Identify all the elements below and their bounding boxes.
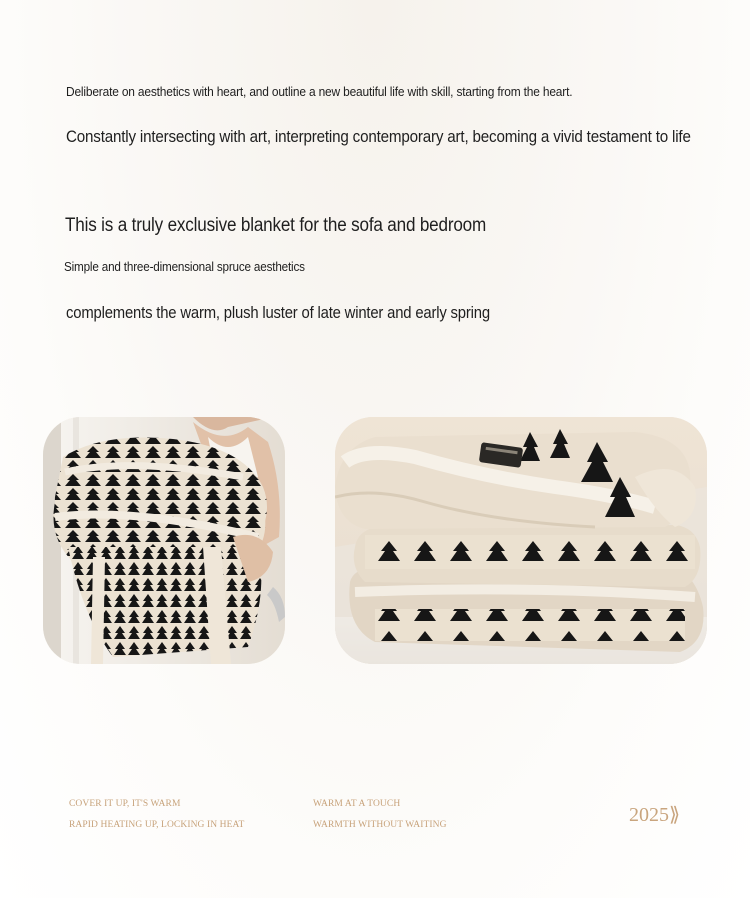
intro-line-2: Constantly intersecting with art, interpreting contemporary art, becoming a vivid testament to life	[66, 128, 691, 146]
intro-line-1: Deliberate on aesthetics with heart, and outline a new beautiful life with skill, starting from the heart.	[66, 84, 573, 99]
folded-blanket-photo	[335, 417, 707, 664]
double-chevron-icon: ⟫	[669, 804, 681, 826]
footer-col2-line2: WARMTH WITHOUT WAITING	[313, 820, 447, 830]
footer-col1-line1: COVER IT UP, IT'S WARM	[69, 799, 181, 809]
year-text: 2025	[629, 804, 669, 826]
feature-subline: Simple and three-dimensional spruce aesthetics	[64, 259, 305, 274]
blanket-held-photo	[43, 417, 285, 664]
feature-headline: This is a truly exclusive blanket for the sofa and bedroom	[65, 215, 487, 236]
footer-col1-line2: RAPID HEATING UP, LOCKING IN HEAT	[69, 820, 245, 830]
footer-col2-line1: WARM AT A TOUCH	[313, 799, 401, 809]
year-label	[629, 802, 680, 827]
feature-description: complements the warm, plush luster of late winter and early spring	[66, 304, 490, 322]
